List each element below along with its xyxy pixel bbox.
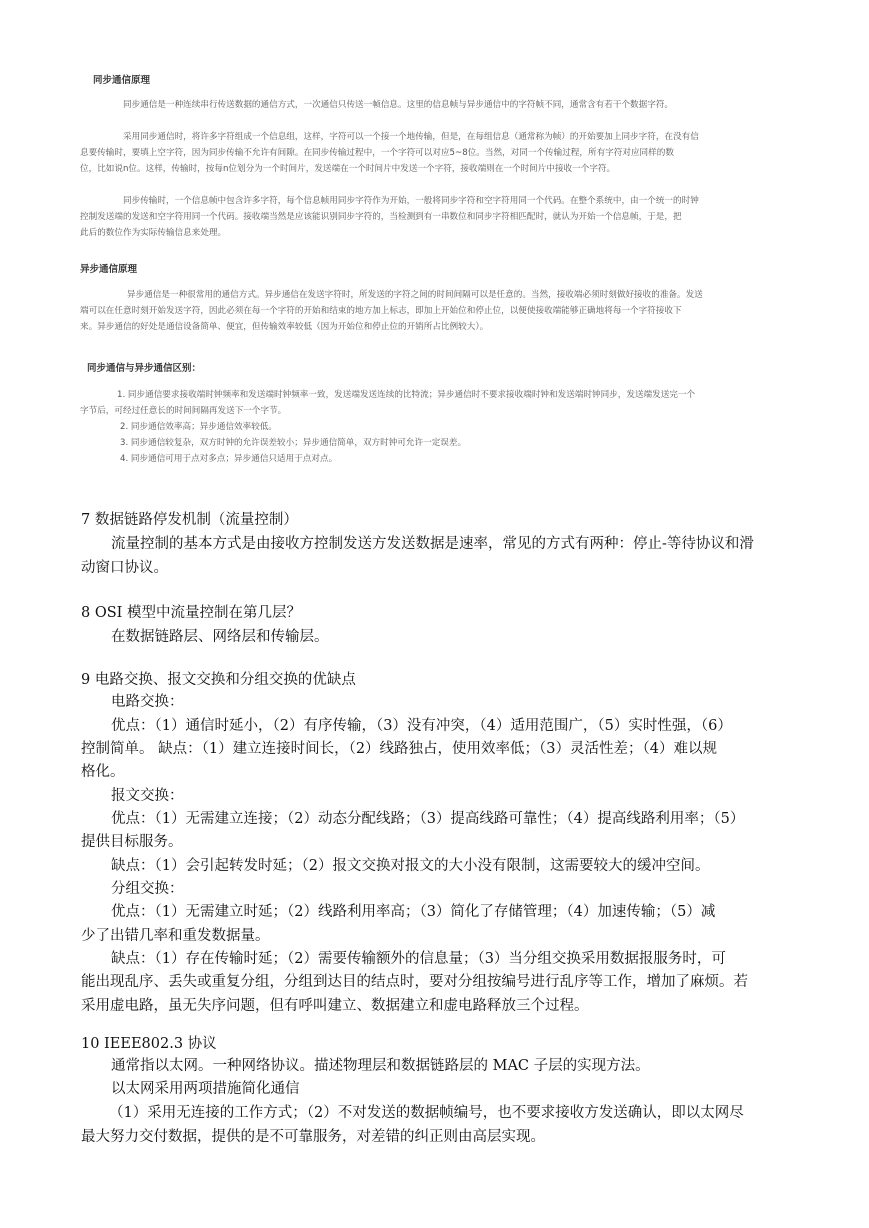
section-10-line-2: 以太网采用两项措施简化通信 [111,1081,300,1097]
section-7-title: 7 数据链路停发机制（流量控制） [81,512,298,528]
packet-cons-line-3: 采用虚电路，虽无失序问题，但有呼叫建立、数据建立和虚电路释放三个过程。 [81,998,589,1014]
circuit-pros-line-1: 优点：（1）通信时延小，（2）有序传输，（3）没有冲突，（4）适用范围广，（5）实时性强，（6） [111,718,732,734]
sync-paragraph-3: 同步传输时，一个信息帧中包含许多字符，每个信息帧用同步字符作为开始，一般将同步字符和空字符用同一个代码。在整个系统中，由一个统一的时钟 控制发送端的发送和空字符用同一个代码。接收端当然是应该能识别同步字符的，当检测到有一串数位和同步字符相匹配时，就认为开始一个信息帧，于是，把 此后的数位作为实际传输信息来处理。 [80,196,699,238]
section-10-line-3: （1）采用无连接的工作方式；（2）不对发送的数据帧编号，也不要求接收方发送确认，即以太网尽 [109,1105,744,1121]
packet-switching-label: 分组交换： [111,881,184,897]
section-8-title: 8 OSI 模型中流量控制在第几层？ [81,605,301,621]
section-10-line-4: 最大努力交付数据，提供的是不可靠服务，对差错的纠正则由高层实现。 [81,1129,545,1145]
section-7-line-1: 流量控制的基本方式是由接收方控制发送方发送数据是速率，常见的方式有两种：停止-等待协议和滑 [111,536,754,552]
message-pros-line-2: 提供目标服务。 [81,834,183,850]
section-9-title: 9 电路交换、报文交换和分组交换的优缺点 [81,672,356,688]
sync-principle-title: 同步通信原理 [93,75,151,86]
packet-cons-line-2: 能出现乱序、丢失或重复分组，分组到达目的结点时，要对分组按编号进行乱序等工作，增加了麻烦。若 [81,974,748,990]
packet-pros-line-2: 少了出错几率和重发数据量。 [81,928,270,944]
section-8-line-1: 在数据链路层、网络层和传输层。 [111,629,329,645]
difference-list: 1. 同步通信要求接收端时钟频率和发送端时钟频率一致，发送端发送连续的比特流；异步通信时不要求接收端时钟和发送端时钟同步，发送端发送完一个 字节后，可经过任意长的时间间隔再发送下一个字节。 2. 同步通信效率高；异步通信效率较低。 3. 同步通信较复杂，双方时钟的允许误差较小；异步通信简单，双方时钟可允许一定误差。 4. 同步通信可用于点对多点；异步通信只适用于点对点。 [80,390,696,464]
message-switching-label: 报文交换： [111,788,184,804]
circuit-pros-line-3: 格化。 [81,764,125,780]
packet-cons-line-1: 缺点：（1）存在传输时延；（2）需要传输额外的信息量；（3）当分组交换采用数据报服务时，可 [111,951,726,967]
message-pros-line-1: 优点：（1）无需建立连接；（2）动态分配线路；（3）提高线路可靠性；（4）提高线路利用率；（5） [111,811,745,827]
section-7-line-2: 动窗口协议。 [81,560,168,576]
packet-pros-line-1: 优点：（1）无需建立时延；（2）线路利用率高；（3）简化了存储管理；（4）加速传输；（5）减 [111,904,716,920]
sync-paragraph-2: 采用同步通信时，将许多字符组成一个信息组，这样，字符可以一个接一个地传输，但是，在每组信息（通常称为帧）的开始要加上同步字符，在没有信 息要传输时，要填上空字符，因为同步传输不允许有间隙。在同步传输过程中，一个字符可以对应5~8位。当然，对同一个传输过程，所有字符对应同样的数 位，比如说n位。这样，传输时，按每n位划分为一个时间片，发送端在一个时间片中发送一个字符，接收端则在一个时间片中接收一个字符。 [80,132,699,174]
message-cons-line: 缺点：（1）会引起转发时延；（2）报文交换对报文的大小没有限制，这需要较大的缓冲空间。 [111,858,710,874]
circuit-pros-line-2: 控制简单。 缺点：（1）建立连接时间长，（2）线路独占，使用效率低；（3）灵活性差；（4）难以规 [81,741,718,757]
circuit-switching-label: 电路交换： [111,694,184,710]
async-principle-title: 异步通信原理 [80,264,138,275]
section-10-title: 10 IEEE802.3 协议 [81,1036,217,1052]
sync-paragraph-1: 同步通信是一种连续串行传送数据的通信方式，一次通信只传送一帧信息。这里的信息帧与异步通信中的字符帧不同，通常含有若干个数据字符。 [123,100,674,110]
sync-async-difference-title: 同步通信与异步通信区别： [87,363,202,374]
async-paragraph: 异步通信是一种很常用的通信方式。异步通信在发送字符时，所发送的字符之间的时间间隔可以是任意的。当然，接收端必须时刻做好接收的准备。发送 端可以在任意时刻开始发送字符，因此必须在每一个字符的开始和结束的地方加上标志，即加上开始位和停止位，以便使接收端能够正确地将每一个字符接收下 来。异步通信的好处是通信设备简单、便宜，但传输效率较低（因为开始位和停止位的开销所占比例较大）。 [80,290,703,332]
section-10-line-1: 通常指以太网。一种网络协议。描述物理层和数据链路层的 MAC 子层的实现方法。 [111,1058,650,1074]
